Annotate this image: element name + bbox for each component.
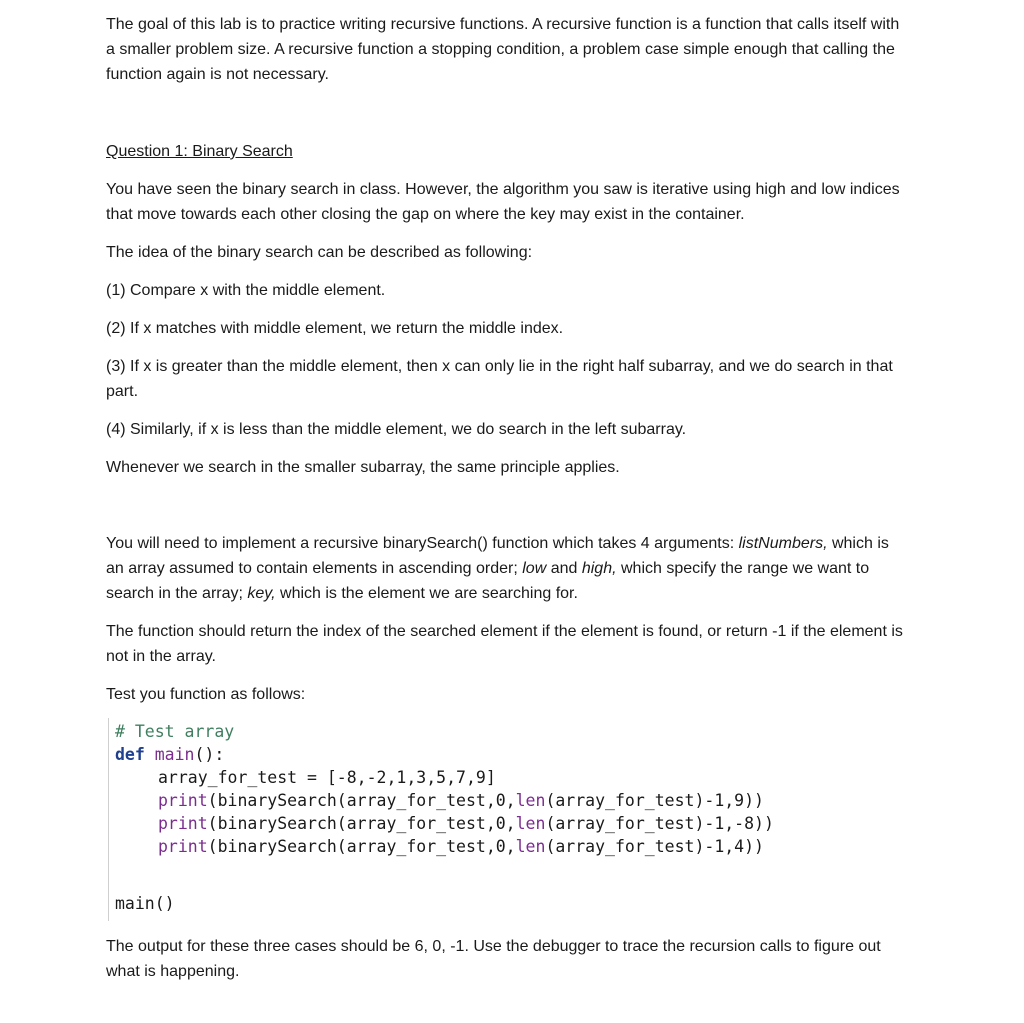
implementation-text-4: which specify the range we want to search in the array; bbox=[106, 560, 870, 602]
arg-listnumbers: listNumbers, bbox=[738, 535, 828, 552]
step-3: (3) If x is greater than the middle element, then x can only lie in the right half subarray, and we do search in that part. bbox=[106, 358, 893, 400]
code-def-rest: (): bbox=[194, 745, 225, 764]
code-line-def bbox=[115, 743, 906, 766]
arg-key: key, bbox=[247, 585, 276, 602]
arg-high: high, bbox=[581, 560, 617, 577]
idea-paragraph: The idea of the binary search can be described as following: bbox=[106, 244, 533, 261]
code-print-keyword: print bbox=[158, 814, 208, 833]
code-len-keyword: len bbox=[515, 814, 546, 833]
implementation-text-2: which is an array assumed to contain elements in ascending order; bbox=[106, 535, 889, 577]
code-call-args: (binarySearch(array_for_test,0, bbox=[207, 814, 516, 833]
code-len-keyword: len bbox=[515, 791, 546, 810]
binary-search-background-paragraph: You have seen the binary search in class. However, the algorithm you saw is iterative using high and low indices that move towards each other closing the gap on where the key may exist in the container. bbox=[106, 181, 900, 223]
code-blank-line bbox=[115, 858, 906, 892]
document-page bbox=[106, 12, 906, 997]
code-call-end: (array_for_test)-1,9)) bbox=[545, 791, 764, 810]
return-paragraph: The function should return the index of the searched element if the element is found, or return -1 if the element is not in the array. bbox=[106, 623, 903, 665]
code-print-keyword: print bbox=[158, 791, 208, 810]
code-def-keyword: def bbox=[115, 745, 145, 764]
code-print-keyword: print bbox=[158, 837, 208, 856]
implementation-text-3: and bbox=[546, 560, 582, 577]
code-line-call-1 bbox=[115, 789, 906, 812]
code-line-call-2 bbox=[115, 812, 906, 835]
code-line-array bbox=[115, 766, 906, 789]
code-call-end: (array_for_test)-1,4)) bbox=[545, 837, 764, 856]
principle-paragraph: Whenever we search in the smaller subarray, the same principle applies. bbox=[106, 459, 620, 476]
code-main-name: main bbox=[154, 745, 195, 764]
code-block bbox=[108, 718, 906, 921]
code-len-keyword: len bbox=[515, 837, 546, 856]
output-paragraph: The output for these three cases should be 6, 0, -1. Use the debugger to trace the recursion calls to figure out what is happening. bbox=[106, 938, 881, 980]
code-array-assignment: array_for_test = [-8,-2,1,3,5,7,9] bbox=[158, 768, 496, 787]
question-heading: Question 1: Binary Search bbox=[106, 143, 293, 160]
code-call-args: (binarySearch(array_for_test,0, bbox=[207, 791, 516, 810]
code-call-args: (binarySearch(array_for_test,0, bbox=[207, 837, 516, 856]
step-2: (2) If x matches with middle element, we return the middle index. bbox=[106, 320, 564, 337]
implementation-paragraph bbox=[106, 531, 906, 606]
code-call-end: (array_for_test)-1,-8)) bbox=[545, 814, 774, 833]
code-line-comment bbox=[115, 720, 906, 743]
code-comment: # Test array bbox=[115, 722, 235, 741]
test-instruction: Test you function as follows: bbox=[106, 686, 306, 703]
code-line-call-3 bbox=[115, 835, 906, 858]
arg-low: low bbox=[522, 560, 547, 577]
code-main-call: main() bbox=[115, 894, 175, 913]
intro-paragraph: The goal of this lab is to practice writing recursive functions. A recursive function is a function that calls itself with a smaller problem size. A recursive function a stopping condition, a problem case simple enough that calling the function again is not necessary. bbox=[106, 16, 900, 83]
implementation-text-5: which is the element we are searching for. bbox=[275, 585, 578, 602]
step-1: (1) Compare x with the middle element. bbox=[106, 282, 386, 299]
step-4: (4) Similarly, if x is less than the middle element, we do search in the left subarray. bbox=[106, 421, 687, 438]
code-line-main-call bbox=[115, 892, 906, 915]
implementation-text-1: You will need to implement a recursive binarySearch() function which takes 4 arguments: bbox=[106, 535, 739, 552]
